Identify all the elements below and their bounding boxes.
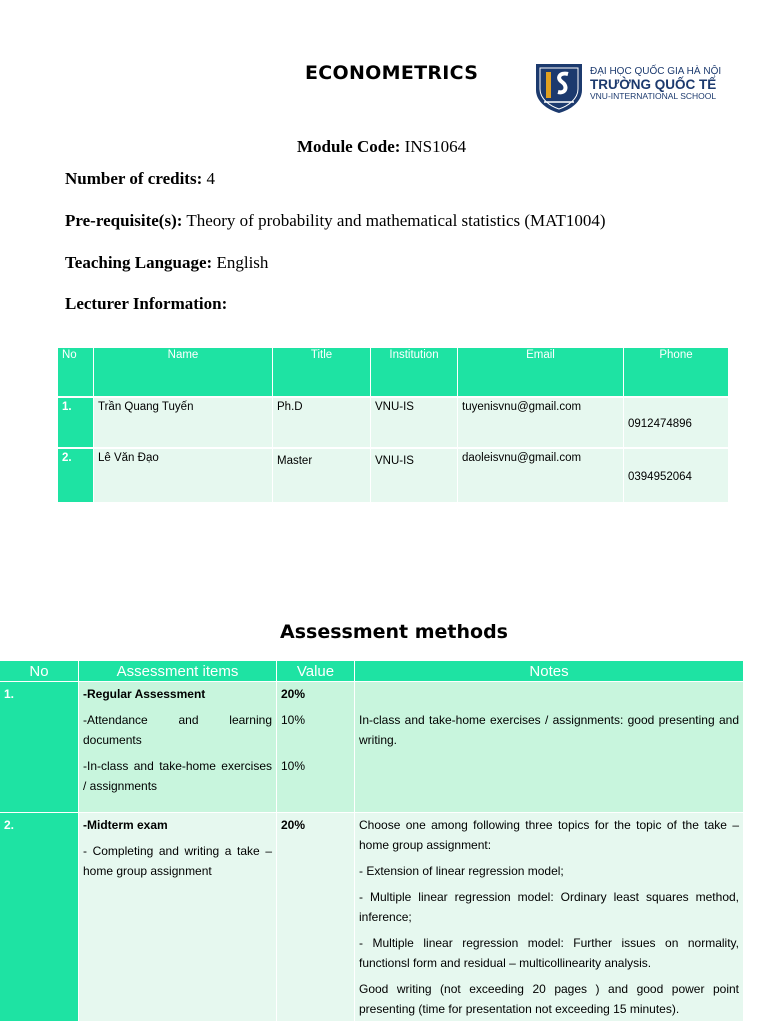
logo-line-1: ĐẠI HỌC QUỐC GIA HÀ NỘI [590, 66, 722, 77]
item-sub-2-value: 10% [281, 759, 306, 773]
language-label: Teaching Language: [65, 253, 213, 272]
credits-label: Number of credits: [65, 169, 203, 188]
note-line: - Extension of linear regression model; [359, 864, 564, 878]
assessment-heading: Assessment methods [280, 621, 508, 643]
logo-line-2: TRƯỜNG QUỐC TẾ [590, 76, 717, 92]
item-title: -Regular Assessment [83, 687, 206, 701]
col-header-title: Title [273, 348, 371, 396]
assessment-notes [355, 681, 744, 812]
assessment-value [277, 812, 355, 1021]
item-sub-1: -Attendance and learning documents [83, 713, 272, 747]
item-title-value: 20% [281, 818, 306, 832]
lecturer-institution: VNU-IS [371, 396, 458, 447]
assessment-item [79, 812, 277, 1021]
table-row [0, 681, 744, 812]
row-number: 2. [58, 447, 94, 502]
col-header-items: Assessment items [79, 661, 277, 681]
lecturer-phone: 0394952064 [624, 447, 729, 502]
credits-line [65, 169, 215, 189]
module-code-label: Module Code: [297, 137, 401, 156]
table-row [58, 447, 729, 502]
logo-line-3: VNU-INTERNATIONAL SCHOOL [590, 90, 717, 101]
table-header-row [0, 661, 744, 681]
language-line [65, 253, 268, 273]
module-code-value: INS1064 [400, 137, 467, 156]
lecturer-email: tuyenisvnu@gmail.com [458, 396, 624, 447]
university-logo [532, 60, 722, 114]
col-header-notes: Notes [355, 661, 744, 681]
item-sub-1: - Completing and writing a take – home group assignment [83, 844, 272, 878]
prerequisite-value: Theory of probability and mathematical statistics (MAT1004) [182, 211, 606, 230]
col-header-institution: Institution [371, 348, 458, 396]
table-row [0, 812, 744, 1021]
item-sub-2: -In-class and take-home exercises / assignments [83, 759, 272, 793]
row-number: 1. [0, 681, 79, 812]
shield-logo-icon [532, 60, 586, 114]
prerequisite-label: Pre-requisite(s): [65, 211, 183, 230]
item-title: -Midterm exam [83, 818, 168, 832]
note-text: In-class and take-home exercises / assignments: good presenting and writing. [359, 713, 739, 747]
language-value: English [212, 253, 269, 272]
assessment-notes [355, 812, 744, 1021]
lecturer-email: daoleisvnu@gmail.com [458, 447, 624, 502]
table-row [58, 396, 729, 447]
credits-value: 4 [202, 169, 215, 188]
note-line: Good writing (not exceeding 20 pages ) and good power point presenting (time for presentation not exceeding 15 minutes). [359, 982, 739, 1016]
col-header-no: No [0, 661, 79, 681]
col-header-no: No [58, 348, 94, 396]
note-line: - Multiple linear regression model: Ordinary least squares method, inference; [359, 890, 739, 924]
module-code-line [297, 137, 466, 157]
lecturer-title: Master [273, 447, 371, 502]
assessment-table [0, 661, 744, 1021]
table-header-row [58, 348, 729, 396]
col-header-value: Value [277, 661, 355, 681]
col-header-name: Name [94, 348, 273, 396]
col-header-phone: Phone [624, 348, 729, 396]
lecturer-name: Lê Văn Đạo [94, 447, 273, 502]
lecturer-phone: 0912474896 [624, 396, 729, 447]
lecturer-institution: VNU-IS [371, 447, 458, 502]
row-number: 2. [0, 812, 79, 1021]
document-title: ECONOMETRICS [305, 62, 479, 84]
lecturer-heading: Lecturer Information: [65, 294, 228, 313]
lecturer-table [58, 348, 729, 502]
item-title-value: 20% [281, 687, 306, 701]
row-number: 1. [58, 396, 94, 447]
note-line: Choose one among following three topics for the topic of the take – home group assignment: [359, 818, 739, 852]
note-line: - Multiple linear regression model: Further issues on normality, functionsl form and residual – multicollinearity analysis. [359, 936, 739, 970]
item-sub-1-value: 10% [281, 713, 306, 727]
col-header-email: Email [458, 348, 624, 396]
assessment-value [277, 681, 355, 812]
assessment-item [79, 681, 277, 812]
lecturer-name: Trần Quang Tuyến [94, 396, 273, 447]
lecturer-title: Ph.D [273, 396, 371, 447]
prerequisite-line [65, 211, 606, 231]
